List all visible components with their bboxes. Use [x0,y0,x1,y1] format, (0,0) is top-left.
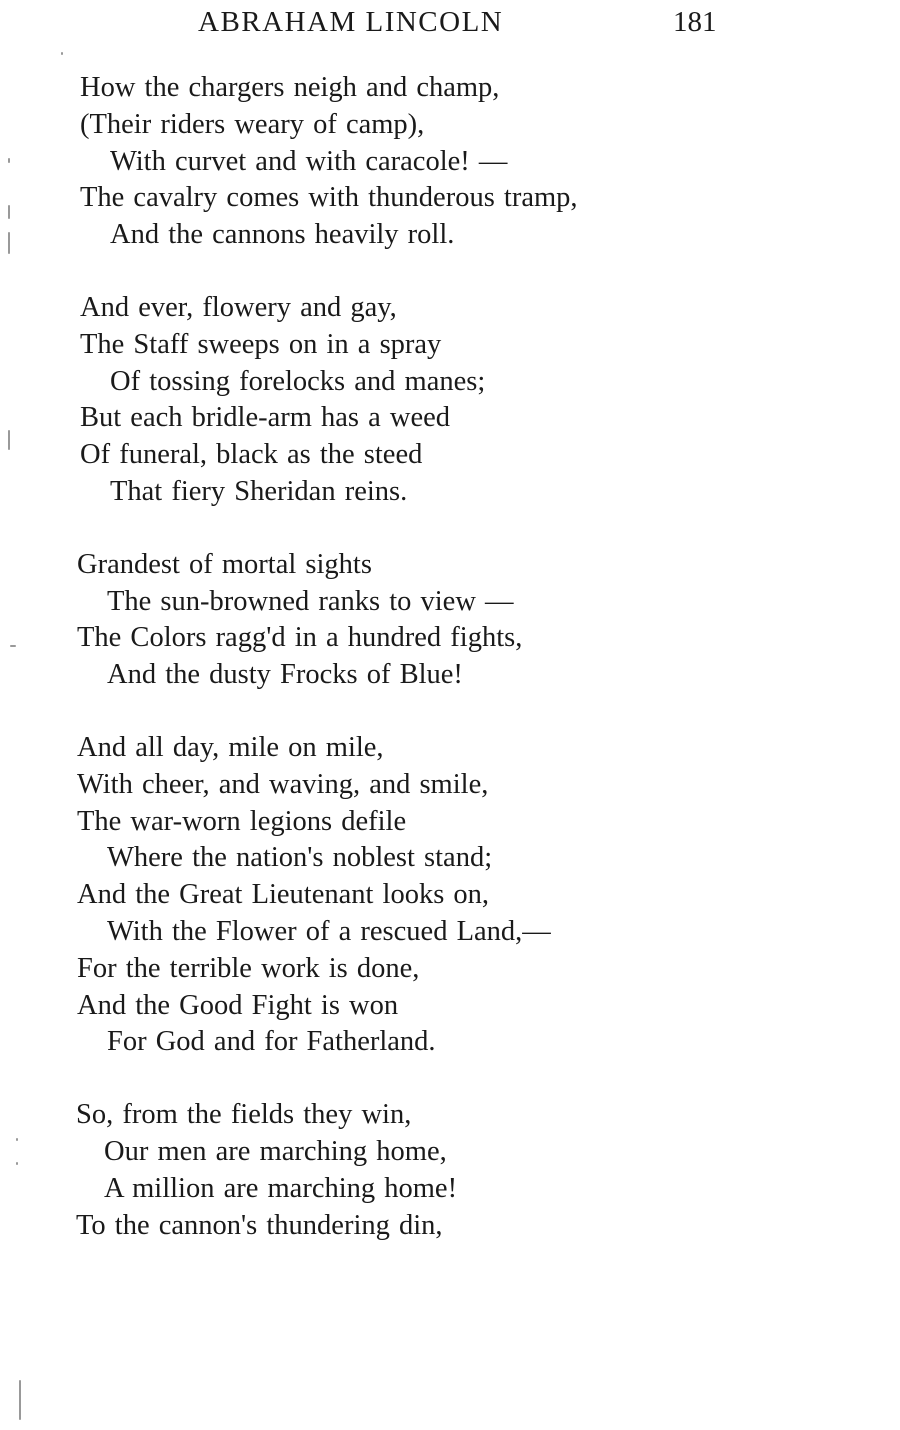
poem-line: Of funeral, black as the steed [80,439,423,471]
scan-speck [19,1380,21,1420]
stanza [0,290,900,511]
stanza [0,547,900,694]
poem-line: The war-worn legions defile [77,805,407,837]
poem-line: Of tossing forelocks and manes; [110,365,486,397]
scan-speck [61,52,63,55]
stanza [0,1097,900,1244]
poem-line: The sun-browned ranks to view — [107,585,514,617]
poem-line: Grandest of mortal sights [77,548,372,580]
stanza [0,70,900,254]
page-number: 181 [673,6,717,38]
running-head [0,2,900,42]
poem-line: (Their riders weary of camp), [80,108,425,140]
poem-line: For the terrible work is done, [77,952,420,984]
poem-line: A million are marching home! [104,1172,458,1204]
poem-line: And all day, mile on mile, [77,731,384,763]
poem-line: The Staff sweeps on in a spray [80,328,442,360]
poem-line: And the Great Lieutenant looks on, [77,879,490,911]
poem-line: That fiery Sheridan reins. [110,475,408,507]
stanza [0,730,900,1061]
poem-line: Where the nation's noblest stand; [107,842,493,874]
poem-line: And ever, flowery and gay, [80,291,397,323]
poem-line: How the chargers neigh and champ, [80,72,500,103]
poem-body [0,70,900,1280]
scan-speck [16,1138,18,1141]
poem-line: But each bridle-arm has a weed [80,402,451,434]
scan-speck [8,232,10,254]
poem-line: And the cannons heavily roll. [110,219,455,251]
scan-speck [16,1162,18,1165]
poem-line: For God and for Fatherland. [107,1026,436,1058]
poem-line: To the cannon's thundering din, [76,1209,443,1241]
poem-line: The cavalry comes with thunderous tramp, [80,182,578,214]
poem-line: Our men are marching home, [104,1135,447,1167]
poem-line: So, from the fields they win, [76,1099,412,1131]
poem-line: With cheer, and waving, and smile, [77,768,489,800]
poem-line: And the dusty Frocks of Blue! [107,659,463,691]
scan-speck [8,158,10,163]
poem-line: With the Flower of a rescued Land,— [107,915,551,947]
poem-line: With curvet and with caracole! — [110,145,508,177]
poem-line: The Colors ragg'd in a hundred fights, [77,622,523,654]
running-head-title: ABRAHAM LINCOLN [198,6,504,38]
scan-speck [10,645,16,647]
scan-speck [8,205,10,219]
poem-line: And the Good Fight is won [77,989,399,1021]
scan-speck [8,430,10,450]
